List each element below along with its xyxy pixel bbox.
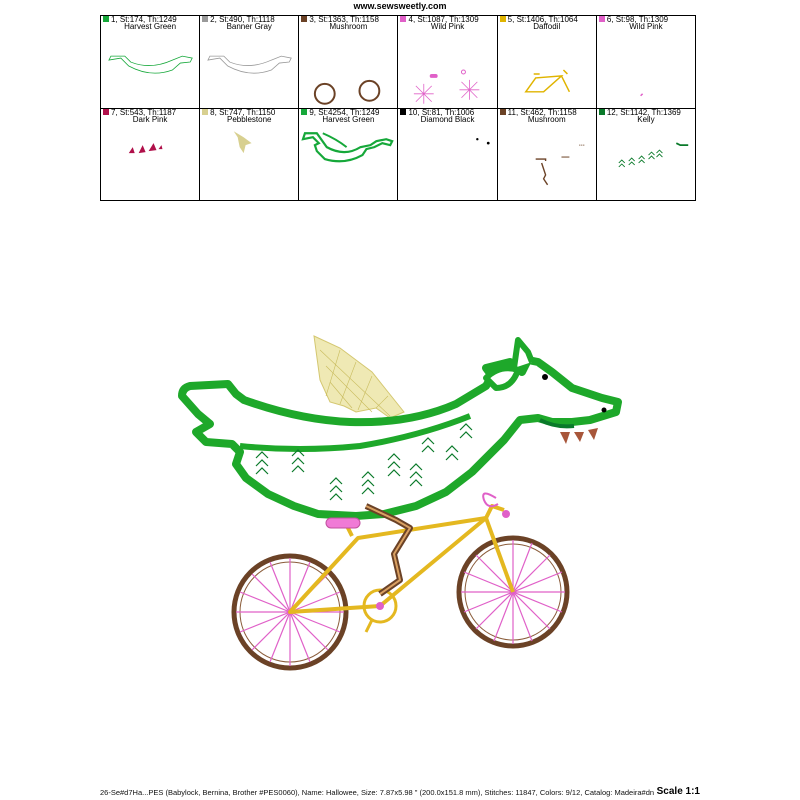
cell-thread: Th:1158 [350,16,379,24]
thread-name: Kelly [637,114,655,124]
thread-name: Daffodil [533,22,561,31]
cell-header: 8, St:747, Th:1150 [202,109,275,117]
thread-color-grid [100,15,696,201]
cell-index: 7 [111,108,116,117]
spokes-thumbnail [398,30,496,108]
cell-header: 5, St:1406, Th:1064 [500,16,578,24]
thread-cell [498,109,597,202]
site-url: www.sewsweetly.com [353,1,447,11]
file-info: 26-Se#d7Ha...PES (Babylock, Bernina, Brother #PES0060), Name: Hallowee, Size: 7.87x5.98 " (200.0x151.8 mm), Stitches: 11847, Colors: 9/12, Catalog: Madeira#dn [100,788,655,797]
cell-stitches: St:98 [615,16,635,24]
thread-cell [200,16,299,109]
cell-stitches: St:81 [421,108,441,117]
thread-cell [200,109,299,202]
cell-header: 10, St:81, Th:1006 [400,109,474,117]
thread-name: Wild Pink [629,22,663,31]
thread-cell [398,109,497,202]
cell-stitches: St:1363 [318,16,346,24]
color-swatch [202,109,208,115]
cell-stitches: St:174 [119,16,144,24]
cell-stitches: St:1087 [417,16,445,24]
cell-header: 2, St:490, Th:1118 [202,16,275,24]
cell-thread: Th:1369 [651,108,681,117]
color-swatch [500,109,506,115]
cell-thread: Th:1150 [246,108,276,117]
cell-stitches: St:1142 [620,108,648,117]
thread-name: Banner Gray [226,22,272,31]
wheels-thumbnail [299,30,397,108]
cell-thread: Th:1309 [638,16,669,24]
color-swatch [500,16,506,22]
cell-header: 1, St:174, Th:1249 [103,16,177,24]
cell-thread: Th:1064 [548,16,578,24]
cell-index: 5 [507,16,513,24]
thread-cell [101,16,200,109]
thread-cell [498,16,597,109]
color-swatch [301,16,307,22]
dragon-eye [542,374,548,380]
scale-label: Scale 1:1 [656,786,700,797]
leg-thumbnail [498,123,596,201]
thread-name: Diamond Black [420,114,475,124]
cell-index: 1 [111,16,116,24]
cell-header: 11, St:462, Th:1158 [500,109,577,117]
cell-thread: Th:1158 [547,108,577,117]
cell-stitches: St:543 [119,108,144,117]
cell-thread: Th:1187 [147,108,177,117]
dragon-leg [366,506,410,594]
cell-stitches: St:747 [219,108,243,117]
thread-name: Dark Pink [132,114,168,124]
color-swatch [599,16,605,22]
thread-name: Wild Pink [430,22,465,31]
cell-stitches: St:1406 [516,16,545,24]
color-swatch [301,109,307,115]
dot-thumbnail [597,30,695,108]
cell-stitches: St:490 [219,16,243,24]
color-swatch [202,16,208,22]
dragon-outline-thumbnail [299,123,397,201]
thread-cell [299,109,398,202]
cell-index: 9 [309,108,314,117]
thread-name: Pebblestone [227,114,272,124]
cell-header: 9, St:4254, Th:1249 [301,109,379,117]
thread-cell [299,16,398,109]
cell-header: 4, St:1087, Th:1309 [400,16,478,24]
dragon-outline-thumbnail [200,30,298,108]
color-swatch [599,109,605,115]
embroidery-design-preview [0,200,800,780]
dragon-teeth [560,428,598,444]
dragon-outline-thumbnail [101,30,199,108]
thread-cell [597,16,696,109]
cell-header: 12, St:1142, Th:1369 [599,109,681,117]
dragon-wing [314,336,404,418]
thread-name: Mushroom [527,114,566,124]
cell-header: 3, St:1363, Th:1158 [301,16,379,24]
cell-index: 3 [309,16,314,24]
cell-index: 6 [606,16,612,24]
bike-saddle [326,518,360,528]
cell-index: 4 [408,16,413,24]
cell-header: 6, St:98, Th:1309 [599,16,668,24]
thread-name: Harvest Green [322,114,375,124]
spikes-thumbnail [101,123,199,201]
thread-cell [597,109,696,202]
thread-name: Mushroom [329,22,368,31]
dragon-nostril [602,408,607,413]
color-swatch [400,16,406,22]
cell-index: 2 [210,16,215,24]
thread-cell [101,109,200,202]
color-swatch [400,109,406,115]
cell-index: 11 [507,108,516,117]
cell-index: 12 [606,108,616,117]
cell-thread: Th:1118 [246,16,275,24]
cell-thread: Th:1309 [449,16,479,24]
wing-thumbnail [200,123,298,201]
cell-thread: Th:1006 [444,108,475,117]
color-swatch [103,16,109,22]
cell-index: 10 [408,108,418,117]
cell-thread: Th:1249 [147,16,177,24]
thread-cell [398,16,497,109]
scales-thumbnail [597,123,695,201]
eye-dots-thumbnail [398,123,496,201]
cell-index: 8 [210,108,215,117]
color-swatch [103,109,109,115]
cell-thread: Th:1249 [350,108,380,117]
cell-stitches: St:462 [520,108,544,117]
thread-name: Harvest Green [124,22,177,31]
cell-header: 7, St:543, Th:1187 [103,109,176,117]
bike-frame-thumbnail [498,30,596,108]
cell-stitches: St:4254 [318,108,346,117]
handlebar [483,493,498,506]
